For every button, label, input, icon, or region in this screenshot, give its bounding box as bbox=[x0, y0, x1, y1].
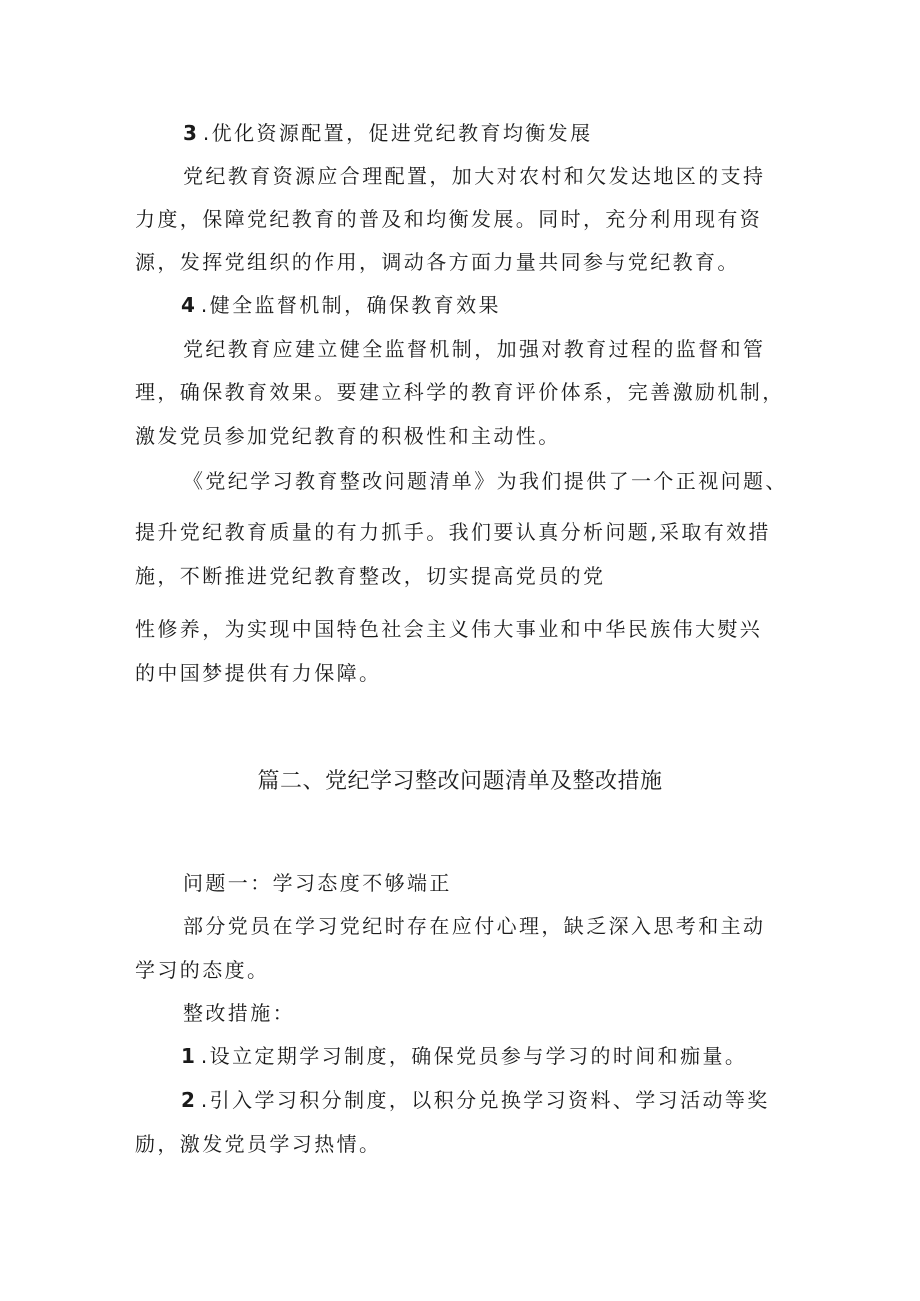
paragraph-line: 党纪教育应建立健全监督机制，加强对教育过程的监督和管 bbox=[183, 337, 766, 361]
paragraph-line: 《党纪学习教育整改问题清单》为我们提供了一个正视问题、 bbox=[183, 469, 788, 493]
measure-1 bbox=[181, 1044, 747, 1068]
paragraph-line: 学习的态度。 bbox=[135, 958, 270, 982]
measures-label: 整改措施： bbox=[183, 1001, 295, 1025]
paragraph-line: 的中国梦提供有力保障。 bbox=[135, 661, 382, 685]
measure-text: .引入学习积分制度，以积分兑换学习资料、学习活动等奖 bbox=[200, 1088, 770, 1112]
measure-2 bbox=[181, 1088, 770, 1112]
measure-number: 2 bbox=[181, 1088, 195, 1112]
item-title: .健全监督机制，确保教育效果 bbox=[200, 293, 501, 317]
problem-title: 问题一：学习态度不够端正 bbox=[183, 871, 452, 895]
paragraph-line: 提升党纪教育质量的有力抓手。我们要认真分析问题,采取有效措 bbox=[135, 520, 771, 544]
paragraph-line: 性修养，为实现中国特色社会主义伟大事业和中华民族伟大熨兴 bbox=[135, 617, 763, 641]
paragraph-line: 源，发挥党组织的作用，调动各方面力量共同参与党纪教育。 bbox=[135, 250, 740, 274]
paragraph-line: 党纪教育资源应合理配置，加大对农村和欠发达地区的支持 bbox=[183, 164, 766, 188]
paragraph-line: 施，不断推进党纪教育整改，切实提高党员的党 bbox=[135, 564, 606, 588]
paragraph-line: 励，激发党员学习热情。 bbox=[135, 1132, 382, 1156]
item-number: 4 bbox=[181, 293, 195, 317]
paragraph-line: 理，确保教育效果。要建立科学的教育评价体系，完善激励机制， bbox=[135, 380, 785, 404]
item-4-heading bbox=[181, 293, 501, 317]
paragraph-line: 部分党员在学习党纪时存在应付心理，缺乏深入思考和主动 bbox=[183, 914, 766, 938]
item-number: 3 bbox=[183, 121, 197, 145]
item-title: .优化资源配置，促进党纪教育均衡发展 bbox=[202, 121, 593, 145]
paragraph-line: 力度，保障党纪教育的普及和均衡发展。同时，充分利用现有资 bbox=[135, 207, 763, 231]
item-3-heading bbox=[183, 121, 592, 145]
section-heading: 篇二、党纪学习整改问题清单及整改措施 bbox=[257, 769, 663, 794]
measure-text: .设立定期学习制度，确保党员参与学习的时间和痂量。 bbox=[200, 1044, 748, 1068]
paragraph-line: 激发党员参加党纪教育的积极性和主动性。 bbox=[135, 424, 561, 448]
measure-number: 1 bbox=[181, 1044, 195, 1068]
